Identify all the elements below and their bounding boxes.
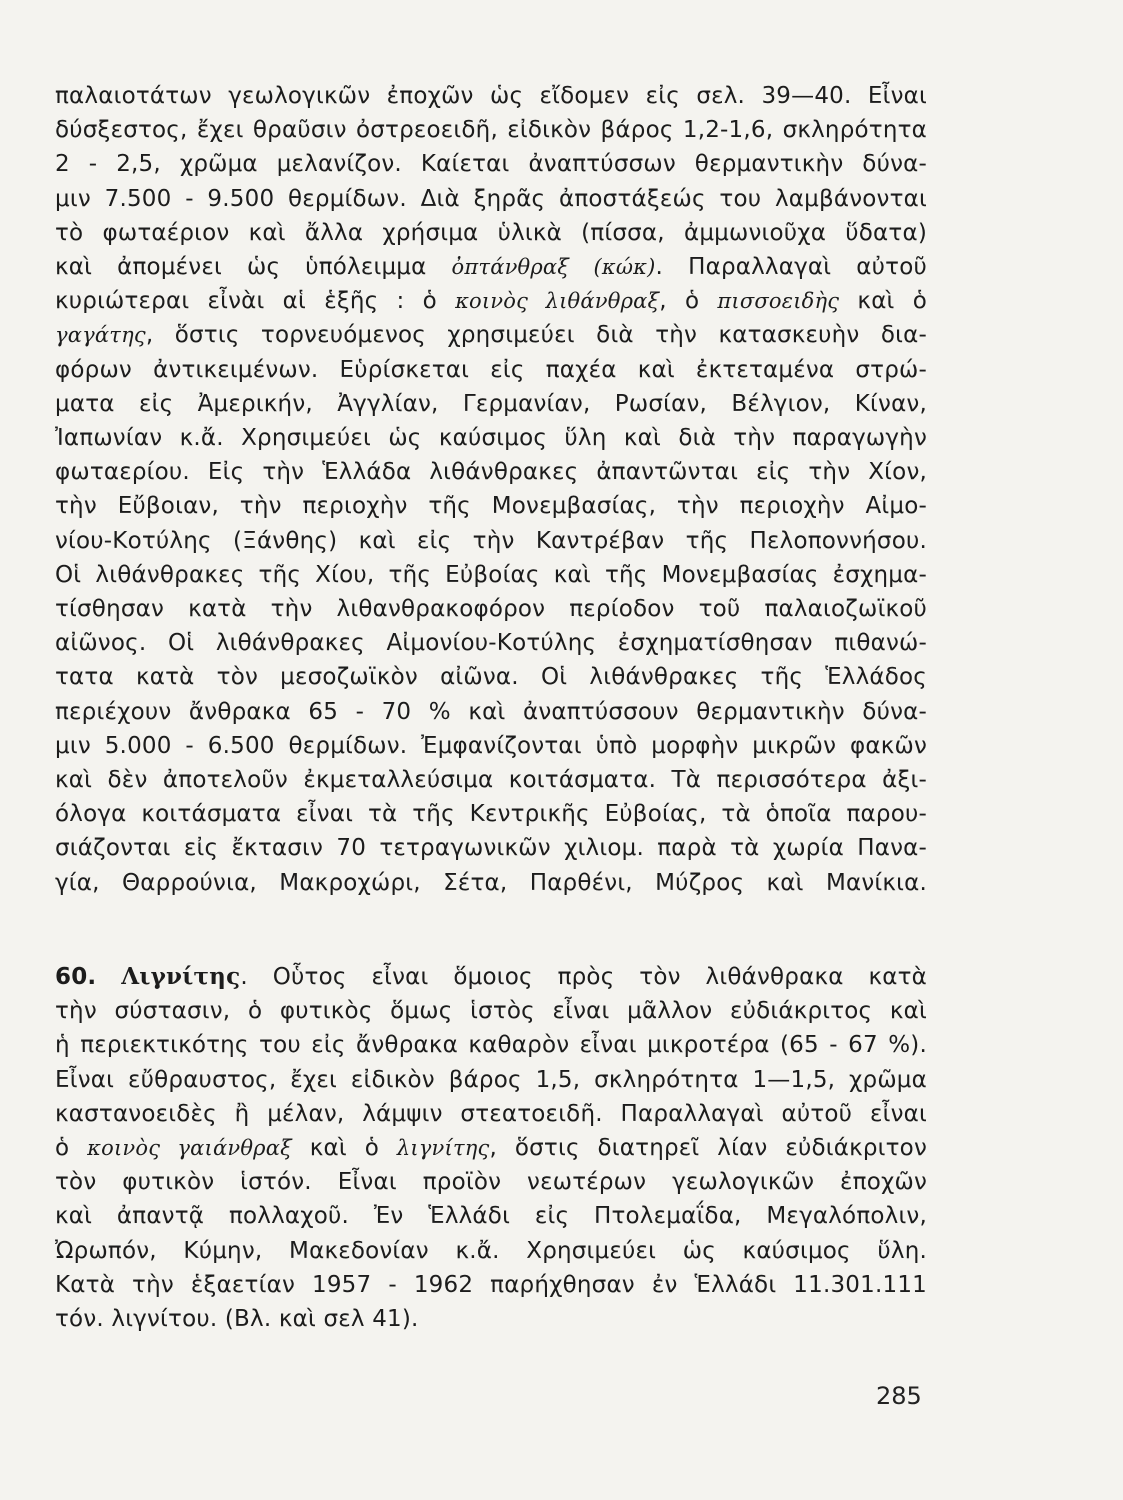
text-segment: ὁ — [55, 1135, 88, 1162]
italic-term: πισσοειδὴς — [717, 289, 840, 314]
italic-term: κοινὸς γαιάνθραξ — [87, 1136, 292, 1161]
text-segment: καὶ ὁ — [839, 288, 927, 315]
italic-term: κοινὸς λιθάνθραξ — [455, 289, 660, 314]
text-line — [55, 1131, 927, 1165]
text-segment: καὶ ὁ — [291, 1135, 397, 1162]
text-line — [55, 1234, 927, 1268]
page-number: 285 — [876, 1382, 922, 1410]
text-line — [55, 318, 927, 352]
italic-term: γαγάτης — [55, 323, 146, 348]
text-segment: μιν 7.500 - 9.500 θερμίδων. Διὰ ξηρᾶς ἀποστάξεώς του λαμβάνονται — [55, 185, 927, 212]
text-line — [55, 524, 927, 558]
text-segment: φόρων ἀντικειμένων. Εὑρίσκεται εἰς παχέα καὶ ἐκτεταμένα στρώ- — [55, 356, 927, 383]
text-line — [55, 1199, 927, 1233]
text-line — [55, 1165, 927, 1199]
text-line — [55, 1302, 927, 1336]
text-segment: . Οὗτος εἶναι ὅμοιος πρὸς τὸν λιθάνθρακα κατὰ — [240, 964, 927, 990]
text-segment: καὶ ἀπομένει ὡς ὑπόλειμμα — [55, 254, 452, 281]
text-line — [55, 182, 927, 216]
text-segment: αἰῶνος. Οἱ λιθάνθρακες Αἰμονίου-Κοτύλης ἐσχηματίσθησαν πιθανώ- — [55, 630, 927, 657]
text-line — [55, 250, 927, 284]
section-60-lignite — [55, 960, 927, 1336]
text-line — [55, 797, 927, 831]
text-segment: σιάζονται εἰς ἔκτασιν 70 τετραγωνικῶν χιλιομ. παρὰ τὰ χωρία Πανα- — [55, 835, 927, 862]
text-segment: 2 - 2,5, χρῶμα μελανίζον. Καίεται ἀναπτύσσων θερμαντικὴν δύνα- — [55, 151, 927, 178]
text-segment: τὴν σύστασιν, ὁ φυτικὸς ὅμως ἱστὸς εἶναι μᾶλλον εὐδιάκριτος καὶ — [55, 998, 927, 1025]
text-line — [55, 994, 927, 1028]
text-segment: παλαιοτάτων γεωλογικῶν ἐποχῶν ὡς εἴδομεν εἰς σελ. 39—40. Εἶναι — [55, 83, 927, 109]
text-segment: Κατὰ τὴν ἑξαετίαν 1957 - 1962 παρήχθησαν ἐν Ἑλλάδι 11.301.111 — [55, 1271, 927, 1298]
text-line — [55, 421, 927, 455]
text-line — [55, 1268, 927, 1302]
text-segment: τὸν φυτικὸν ἱστόν. Εἶναι προϊὸν νεωτέρων γεωλογικῶν ἐποχῶν — [55, 1169, 927, 1196]
text-line — [55, 729, 927, 763]
text-segment: τὴν Εὔβοιαν, τὴν περιοχὴν τῆς Μονεμβασίας, τὴν περιοχὴν Αἰμο- — [55, 493, 927, 520]
text-segment: καὶ δὲν ἀποτελοῦν ἐκμεταλλεύσιμα κοιτάσματα. Τὰ περισσότερα ἀξι- — [55, 767, 927, 794]
text-line — [55, 1097, 927, 1131]
text-segment: Εἶναι εὔθραυστος, ἔχει εἰδικὸν βάρος 1,5, σκληρότητα 1—1,5, χρῶμα — [55, 1066, 927, 1093]
text-segment: Οἱ λιθάνθρακες τῆς Χίου, τῆς Εὐβοίας καὶ τῆς Μονεμβασίας ἐσχημα- — [55, 561, 927, 588]
text-line — [55, 284, 927, 318]
text-segment: , ὅστις διατηρεῖ λίαν εὐδιάκριτον — [489, 1135, 927, 1162]
text-line — [55, 455, 927, 489]
text-segment: φωταερίου. Εἰς τὴν Ἑλλάδα λιθάνθρακες ἀπαντῶνται εἰς τὴν Χίον, — [55, 459, 927, 486]
text-line — [55, 489, 927, 523]
section-title: Λιγνίτης — [121, 963, 241, 990]
text-line — [55, 558, 927, 592]
text-segment: Ὠρωπόν, Κύμην, Μακεδονίαν κ.ἄ. Χρησιμεύει ὡς καύσιμος ὕλη. — [55, 1237, 927, 1264]
text-segment: τὸ φωταέριον καὶ ἄλλα χρήσιμα ὑλικὰ (πίσσα, ἀμμωνιοῦχα ὕδατα) — [55, 219, 927, 246]
text-segment: τατα κατὰ τὸν μεσοζωϊκὸν αἰῶνα. Οἱ λιθάνθρακες τῆς Ἑλλάδος — [55, 664, 927, 691]
text-line — [55, 695, 927, 729]
text-segment: . Παραλλαγαὶ αὐτοῦ — [655, 254, 927, 281]
text-segment: Ἰαπωνίαν κ.ἄ. Χρησιμεύει ὡς καύσιμος ὕλη καὶ διὰ τὴν παραγωγὴν — [55, 425, 927, 452]
text-segment: δύσξεστος, ἔχει θραῦσιν ὀστρεοειδῆ, εἰδικὸν βάρος 1,2-1,6, σκληρότητα — [55, 117, 927, 144]
text-segment: κυριώτεραι εἶνὰι αἱ ἑξῆς : ὁ — [55, 288, 456, 315]
text-line — [55, 660, 927, 694]
text-segment: ματα εἰς Ἀμερικήν, Ἀγγλίαν, Γερμανίαν, Ρωσίαν, Βέλγιον, Κίναν, — [55, 390, 927, 417]
text-segment: γία, Θαρρούνια, Μακροχώρι, Σέτα, Παρθένι, Μύζρος καὶ Μανίκια. — [55, 869, 927, 896]
text-segment: , ὁ — [659, 288, 718, 315]
italic-term: λιγνίτης — [396, 1136, 490, 1161]
text-line — [55, 866, 927, 900]
text-line — [55, 353, 927, 387]
text-line — [55, 1063, 927, 1097]
text-segment: όλογα κοιτάσματα εἶναι τὰ τῆς Κεντρικῆς Εὐβοίας, τὰ ὁποῖα παρου- — [55, 801, 927, 828]
text-line — [55, 1028, 927, 1062]
italic-term: ὀπτάνθραξ (κώκ) — [451, 255, 656, 280]
text-line — [55, 147, 927, 181]
text-line — [55, 831, 927, 865]
text-line — [55, 960, 927, 994]
text-line — [55, 79, 927, 113]
text-line — [55, 216, 927, 250]
paragraph-lignite-coal — [55, 79, 927, 900]
text-segment: ἡ περιεκτικότης του εἰς ἄνθρακα καθαρὸν εἶναι μικροτέρα (65 - 67 %). — [55, 1032, 927, 1059]
text-segment: καὶ ἀπαντᾷ πολλαχοῦ. Ἐν Ἑλλάδι εἰς Πτολεμαΐδα, Μεγαλόπολιν, — [55, 1203, 927, 1230]
text-segment: τίσθησαν κατὰ τὴν λιθανθρακοφόρον περίοδον τοῦ παλαιοζωϊκοῦ — [55, 596, 927, 623]
text-segment: , ὅστις τορνευόμενος χρησιμεύει διὰ τὴν κατασκευὴν δια- — [145, 322, 927, 349]
text-line — [55, 592, 927, 626]
text-segment: νίου-Κοτύλης (Ξάνθης) καὶ εἰς τὴν Καντρέβαν τῆς Πελοποννήσου. — [55, 527, 927, 554]
text-segment: μιν 5.000 - 6.500 θερμίδων. Ἐμφανίζονται ὑπὸ μορφὴν μικρῶν φακῶν — [55, 732, 927, 759]
text-line — [55, 387, 927, 421]
section-number: 60. — [55, 964, 97, 990]
text-line — [55, 763, 927, 797]
text-segment: καστανοειδὲς ἢ μέλαν, λάμψιν στεατοειδῆ. Παραλλαγαὶ αὐτοῦ εἶναι — [55, 1100, 927, 1127]
text-line — [55, 113, 927, 147]
text-segment: περιέχουν ἄνθρακα 65 - 70 % καὶ ἀναπτύσσουν θερμαντικὴν δύνα- — [55, 698, 927, 725]
text-segment: τόν. λιγνίτου. (Βλ. καὶ σελ 41). — [55, 1306, 419, 1333]
text-line — [55, 626, 927, 660]
